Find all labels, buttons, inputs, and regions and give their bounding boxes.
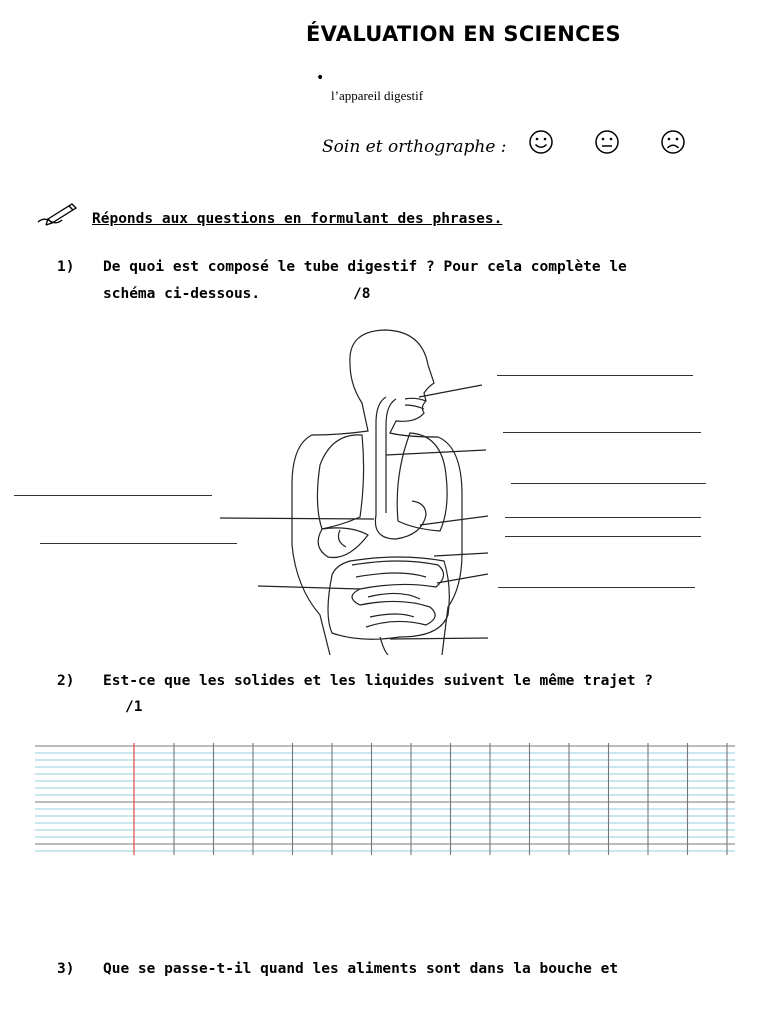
label-answer-line[interactable] [14,495,212,496]
label-answer-line[interactable] [503,432,701,433]
bullet: • [316,70,325,86]
smile-face-icon[interactable] [526,127,556,157]
subtitle: l’appareil digestif [331,88,424,103]
question-1-number: 1) [57,259,75,275]
pen-writing-icon [34,200,82,228]
question-1-line-1: De quoi est composé le tube digestif ? Pour cela complète le [103,259,627,275]
label-answer-line[interactable] [40,543,237,544]
ruled-answer-area[interactable] [35,743,735,855]
label-answer-line[interactable] [511,483,706,484]
label-answer-line[interactable] [497,375,693,376]
label-answer-line[interactable] [505,536,701,537]
instruction-text: Réponds aux questions en formulant des phrases. [92,211,503,227]
question-1-line-2: schéma ci-dessous. [103,286,261,302]
label-answer-line[interactable] [498,587,695,588]
question-2-line-1: Est-ce que les solides et les liquides suivent le même trajet ? [103,673,653,689]
question-3-line-1: Que se passe-t-il quand les aliments sont dans la bouche et [103,961,619,977]
question-1-score: /8 [353,286,371,302]
question-2-number: 2) [57,673,75,689]
sad-face-icon[interactable] [658,127,688,157]
question-3-number: 3) [57,961,75,977]
neutral-face-icon[interactable] [592,127,622,157]
label-answer-line[interactable] [505,517,701,518]
question-2-score: /1 [125,699,143,715]
digestive-system-diagram [200,325,500,655]
soin-label: Soin et orthographe : [322,137,507,157]
page-title: ÉVALUATION EN SCIENCES [306,22,621,46]
